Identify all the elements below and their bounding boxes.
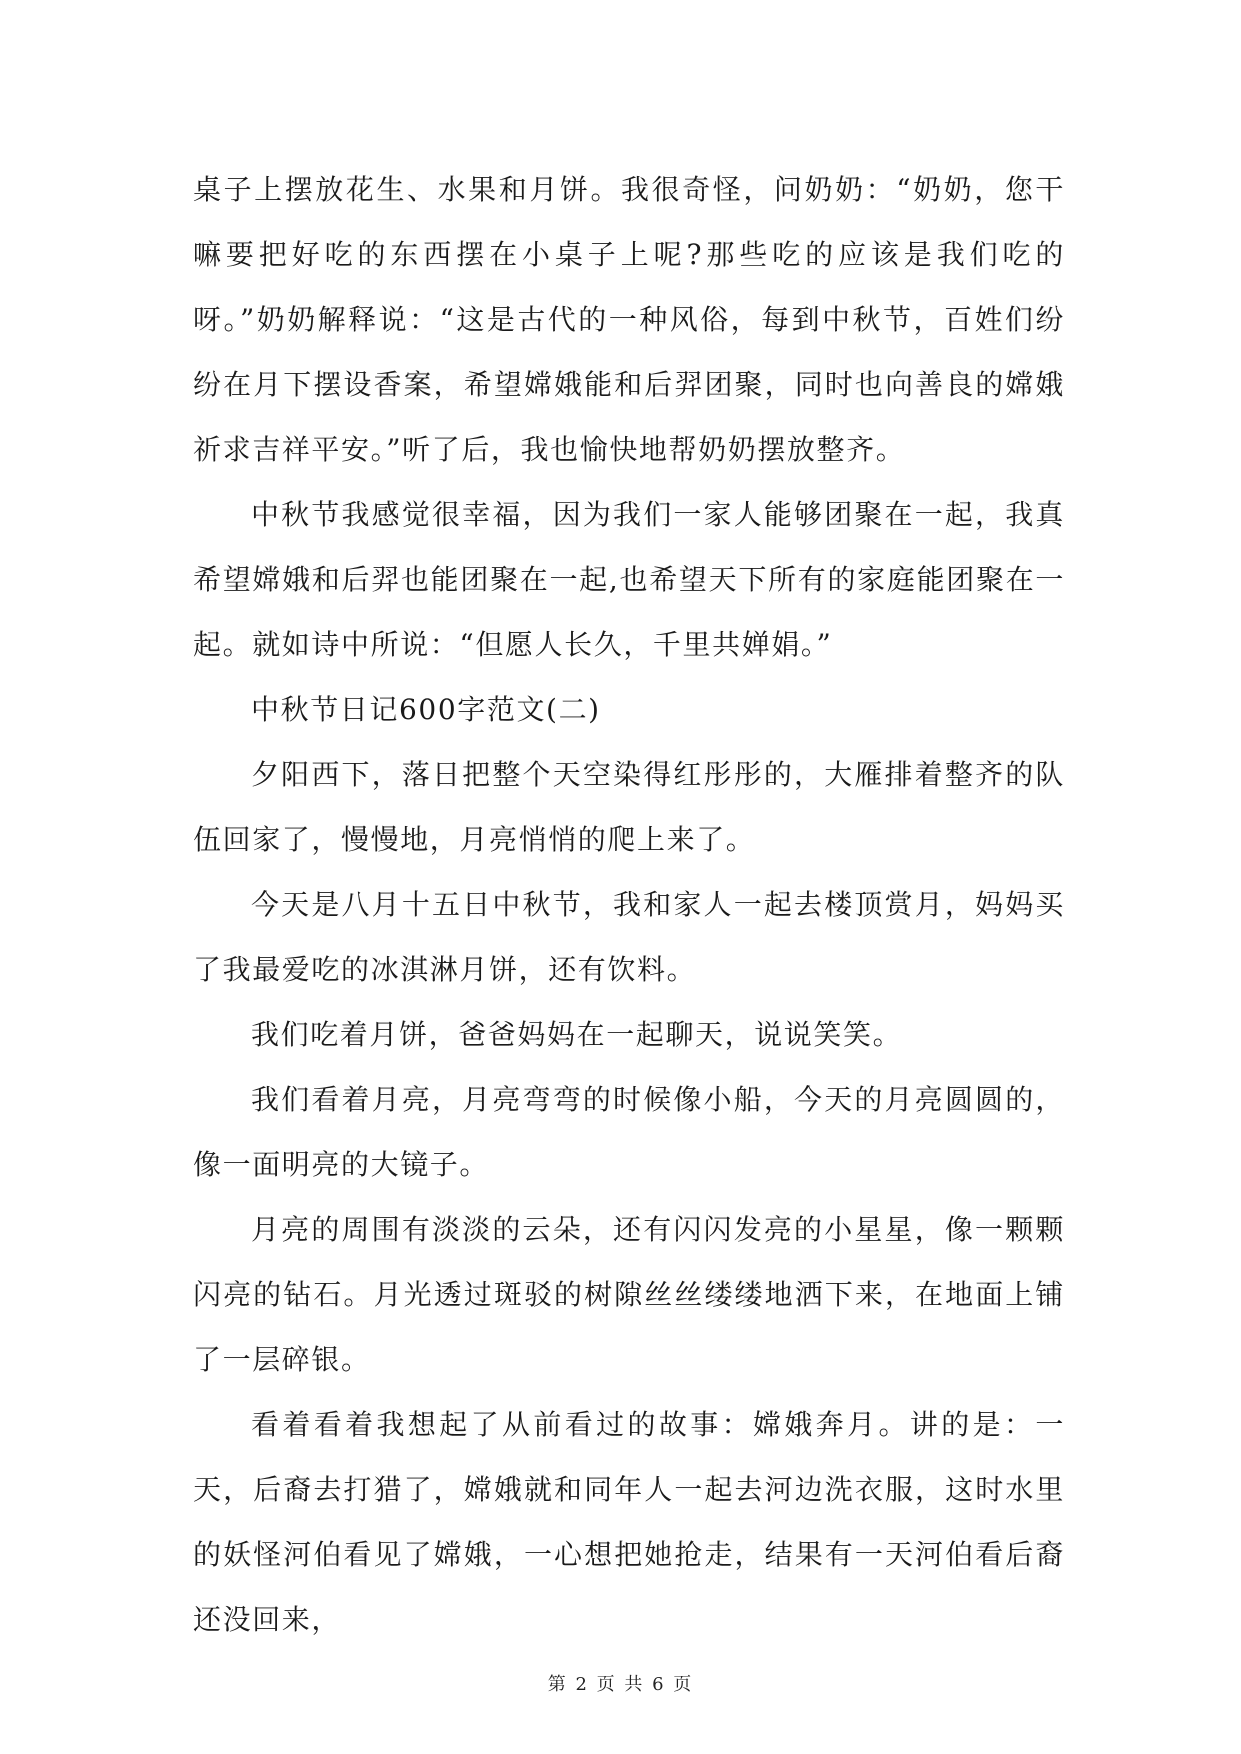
paragraph-6: 我们吃着月饼，爸爸妈妈在一起聊天，说说笑笑。 <box>251 1018 903 1051</box>
paragraph-2: 中秋节我感觉很幸福，因为我们一家人能够团聚在一起，我真希望嫦娥和后羿也能团聚在一起,也希望天下所有的家庭能团聚在一起。就如诗中所说：“但愿人长久，千里共婵娟。” <box>193 498 1065 661</box>
page-footer <box>0 1670 1241 1696</box>
section-heading: 中秋节日记600字范文(二) <box>251 693 601 726</box>
paragraph-4: 夕阳西下，落日把整个天空染得红彤彤的，大雁排着整齐的队伍回家了，慢慢地，月亮悄悄的爬上来了。 <box>193 758 1065 856</box>
paragraph-9: 看着看着我想起了从前看过的故事：嫦娥奔月。讲的是：一天，后裔去打猎了，嫦娥就和同年人一起去河边洗衣服，这时水里的妖怪河伯看见了嫦娥，一心想把她抢走，结果有一天河伯看后裔还没回来， <box>193 1408 1065 1636</box>
paragraph-8: 月亮的周围有淡淡的云朵，还有闪闪发亮的小星星，像一颗颗闪亮的钻石。月光透过斑驳的树隙丝丝缕缕地洒下来，在地面上铺了一层碎银。 <box>193 1213 1065 1376</box>
page-number-label: 第 2 页 共 6 页 <box>547 1674 694 1695</box>
paragraph-7: 我们看着月亮，月亮弯弯的时候像小船，今天的月亮圆圆的，像一面明亮的大镜子。 <box>193 1083 1065 1181</box>
paragraph-5: 今天是八月十五日中秋节，我和家人一起去楼顶赏月，妈妈买了我最爱吃的冰淇淋月饼，还有饮料。 <box>193 888 1065 986</box>
document-body <box>193 157 1065 1652</box>
paragraph-1: 桌子上摆放花生、水果和月饼。我很奇怪，问奶奶：“奶奶，您干嘛要把好吃的东西摆在小桌子上呢?那些吃的应该是我们吃的呀。”奶奶解释说：“这是古代的一种风俗，每到中秋节，百姓们纷纷在月下摆设香案，希望嫦娥能和后羿团聚，同时也向善良的嫦娥祈求吉祥平安。”听了后，我也愉快地帮奶奶摆放整齐。 <box>193 173 1065 466</box>
